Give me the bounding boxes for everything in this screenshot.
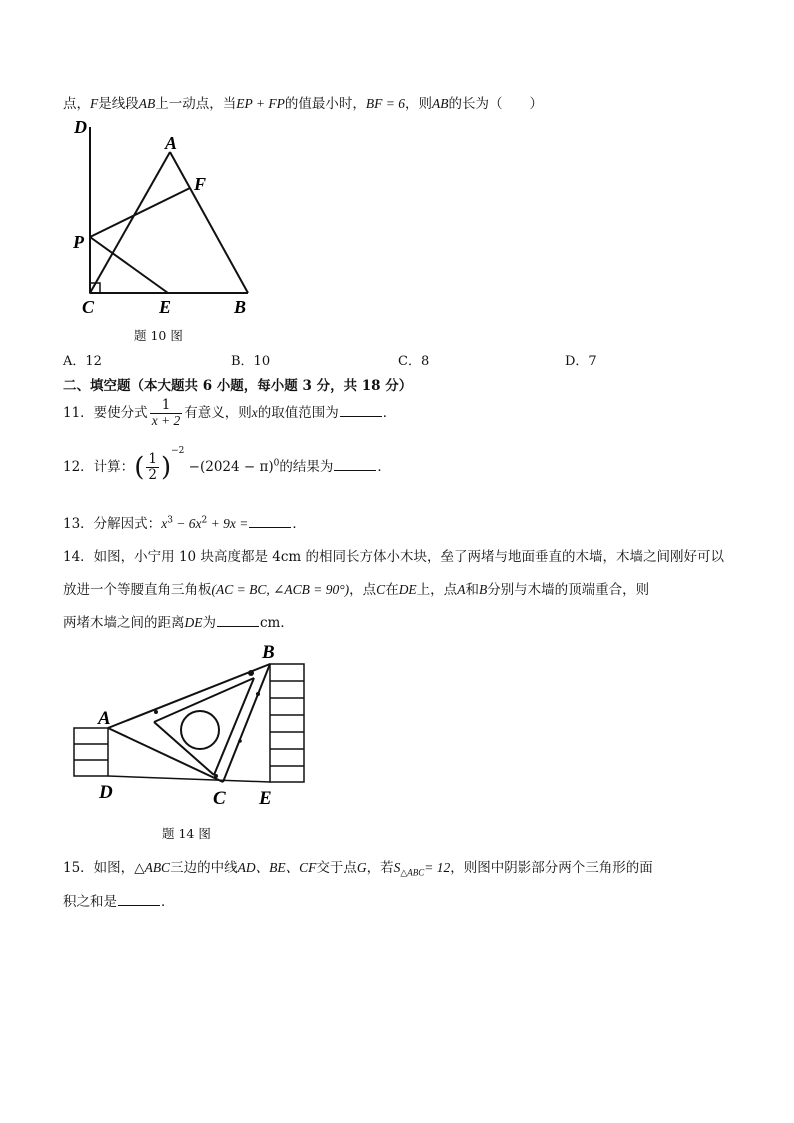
q12-fraction: $\frac{1}{2}$ [148, 451, 157, 483]
fig10-label-F: F [194, 174, 207, 194]
fig14-label-B: B [262, 642, 275, 663]
fig10-label-P: P [73, 232, 84, 252]
q13: 13．分解因式：$x^3 - 6x^2 + 9x$ = ． [63, 515, 306, 532]
q15-line1: 15．如图，△ABC三边的中线AD、BE、CF交于点G，若$S_{\triangle ABC}= 12$，则图中阴影部分两个三角形的面 [63, 860, 653, 878]
choice-c[interactable]: C．8 [398, 354, 430, 369]
q11-fraction: $\frac{1}{x + 2}$ [151, 397, 181, 428]
fig14-label-E: E [259, 788, 272, 809]
q14-line1: 14．如图，小宁用 10 块高度都是 4cm 的相同长方体小木块，垒了两堵与地面垂直的木墙，木墙之间刚好可以 [63, 549, 724, 565]
fig10-caption: 题 10 图 [134, 328, 183, 343]
choice-d[interactable]: D．7 [565, 354, 597, 369]
fig14-label-C: C [213, 788, 226, 809]
fig14-label-D: D [99, 782, 113, 803]
q14-line3: 两堵木墙之间的距离DE为 cm． [63, 615, 294, 631]
figure-10 [70, 115, 260, 325]
fig10-label-D: D [74, 117, 87, 137]
section-2-title: 二、填空题（本大题共 6 小题，每小题 3 分，共 18 分） [63, 378, 413, 394]
choice-b[interactable]: B．10 [231, 354, 271, 369]
q15-answer-blank[interactable] [118, 892, 160, 906]
q12-answer-blank[interactable] [334, 457, 376, 471]
q12: 12．计算：( $\frac{1}{2}$ )$^{-2} -(2024 - \pi)^0$的结果为 ． [63, 446, 391, 483]
fig10-label-E: E [159, 297, 172, 317]
fig14-label-A: A [98, 708, 111, 729]
figure-14 [66, 638, 316, 810]
fig10-label-B: B [234, 297, 247, 317]
q15-line2: 积之和是 ． [63, 894, 175, 910]
q14-answer-blank[interactable] [217, 613, 259, 627]
q10-text: 点，F是线段AB上一动点，当EP + FP的值最小时，BF = 6，则AB的长为（ ） [63, 96, 543, 112]
q11: 11．要使分式 $\frac{1}{x + 2}$ 有意义，则x的取值范围为 ． [63, 397, 397, 428]
q13-answer-blank[interactable] [249, 514, 291, 528]
fig10-label-C: C [82, 297, 95, 317]
q14-line2: 放进一个等腰直角三角板(AC = BC, ∠ACB = 90°)，点C在DE上，点A和B分别与木墙的顶端重合，则 [63, 582, 650, 598]
fig14-caption: 题 14 图 [162, 826, 211, 841]
choice-a[interactable]: A．12 [63, 354, 102, 369]
fig10-label-A: A [165, 133, 178, 153]
q11-answer-blank[interactable] [340, 403, 382, 417]
